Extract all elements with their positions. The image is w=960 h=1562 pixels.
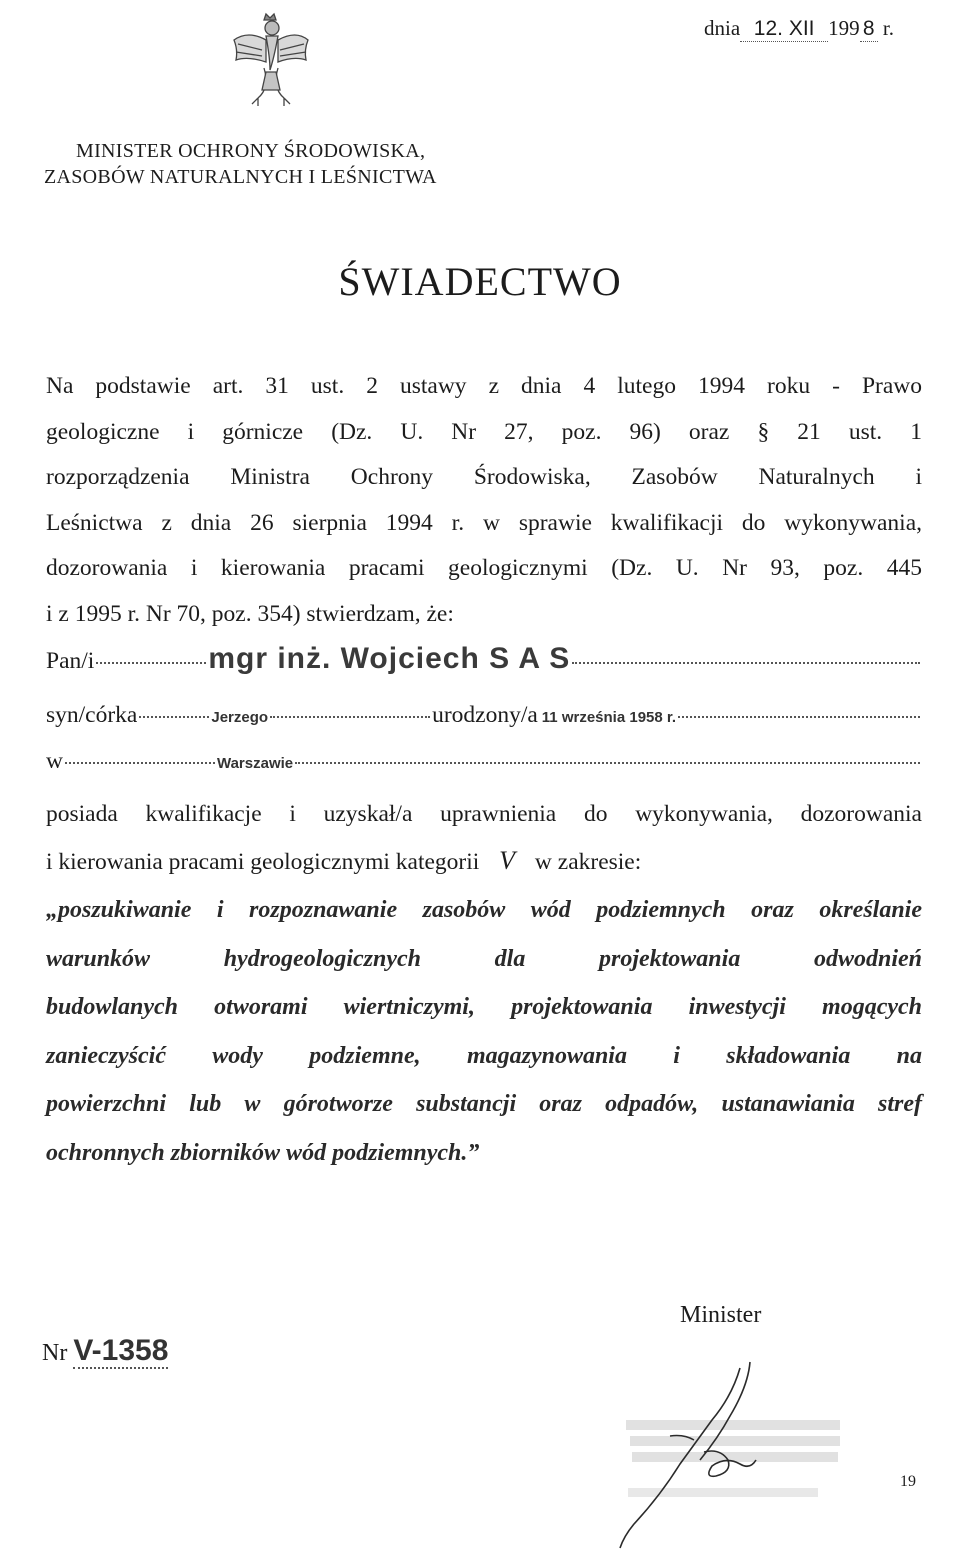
parent-value: Jerzego (211, 709, 269, 726)
polish-eagle-emblem-icon (228, 10, 312, 110)
legal-basis-line: dozorowania i kierowania pracami geologicznymi (Dz. U. Nr 93, poz. 445 (46, 555, 922, 581)
date-year-digit: 8 (860, 17, 878, 42)
qualification-line-1: posiada kwalifikacje i uzyskał/a uprawnienia do wykonywania, dozorowania (46, 801, 922, 827)
scope-line: zanieczyścić wody podziemne, magazynowania i składowania na (46, 1042, 922, 1069)
scope-line: powierzchni lub w górotworze substancji oraz odpadów, ustanawiania stref (46, 1091, 922, 1117)
qualification-line-2 (46, 838, 922, 886)
qualification-category: V (499, 845, 516, 875)
legal-basis-line: Na podstawie art. 31 ust. 2 ustawy z dnia 4 lutego 1994 roku - Prawo (46, 373, 922, 399)
legal-basis-line: Leśnictwa z dnia 26 sierpnia 1994 r. w sprawie kwalifikacji do wykonywania, (46, 509, 922, 536)
certificate-number-value: V-1358 (73, 1334, 169, 1367)
certificate-number (42, 1334, 168, 1368)
scope-line: budowlanych otworami wiertniczymi, projektowania inwestycji mogących (46, 994, 922, 1020)
authority-line-1: MINISTER OCHRONY ŚRODOWISKA, (76, 140, 426, 162)
scope-line: „poszukiwanie i rozpoznawanie zasobów wód podziemnych oraz określanie (46, 897, 922, 923)
qualification-scope (46, 886, 922, 1177)
name-field (46, 642, 922, 676)
scope-line: ochronnych zbiorników wód podziemnych.” (46, 1139, 480, 1166)
authority-line-2: ZASOBÓW NATURALNYCH I LEŚNICTWA (44, 166, 437, 188)
qualification-line-2-suffix: w zakresie: (534, 848, 642, 875)
place-field (46, 748, 922, 775)
date-day-month: 12. XII (740, 17, 828, 42)
legal-basis-line: i z 1995 r. Nr 70, poz. 354) stwierdzam, że: (46, 600, 454, 627)
parent-label: syn/córka (46, 702, 138, 728)
born-label: urodzony/a (432, 702, 538, 728)
document-title: ŚWIADECTWO (338, 259, 622, 304)
issue-date (704, 16, 894, 42)
date-prefix: dnia (704, 16, 741, 40)
place-label: w (46, 748, 63, 774)
page-number: 19 (900, 1473, 916, 1490)
name-label: Pan/i (46, 648, 95, 674)
qualification-line-2-prefix: i kierowania pracami geologicznymi kategorii (46, 848, 480, 875)
date-suffix: r. (882, 16, 894, 40)
signature-stamp (600, 1356, 860, 1556)
name-value: mgr inż. Wojciech S A S (208, 642, 571, 675)
qualification-statement (46, 792, 922, 885)
legal-basis-paragraph (46, 364, 922, 637)
place-value: Warszawie (216, 755, 294, 772)
issuing-authority (44, 138, 437, 190)
parent-born-field (46, 702, 922, 729)
scope-line: warunków hydrogeologicznych dla projektowania odwodnień (46, 945, 922, 972)
certificate-number-label: Nr (42, 1340, 68, 1366)
legal-basis-line: geologiczne i górnicze (Dz. U. Nr 27, poz. 96) oraz § 21 ust. 1 (46, 418, 922, 445)
minister-label: Minister (680, 1302, 762, 1328)
legal-basis-line: rozporządzenia Ministra Ochrony Środowiska, Zasobów Naturalnych i (46, 464, 922, 490)
born-value: 11 września 1958 r. (541, 709, 677, 726)
date-year-prefix: 199 (828, 16, 860, 40)
